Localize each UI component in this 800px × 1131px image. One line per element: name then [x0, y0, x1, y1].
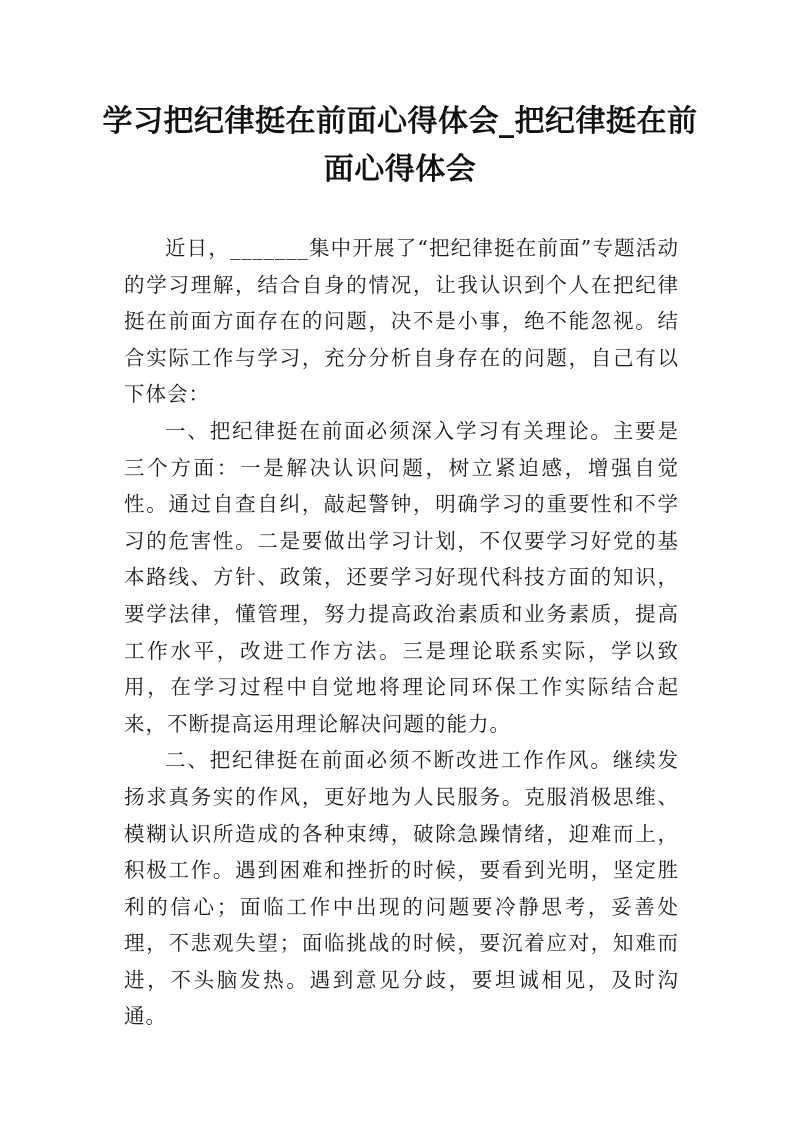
paragraph-section-two: 二、把纪律挺在前面必须不断改进工作作风。继续发扬求真务实的作风，更好地为人民服务。克服消极思维、模糊认识所造成的各种束缚，破除急躁情绪，迎难而上，积极工作。遇到困难和挫折的时候，要看到光明，坚定胜利的信心；面临工作中出现的问题要冷静思考，妥善处理，不悲观失望；面临挑战的时候，要沉着应对，知难而进，不头脑发热。遇到意见分歧，要坦诚相见，及时沟通。: [124, 748, 679, 1029]
document-title: 学习把纪律挺在前面心得体会_把纪律挺在前面心得体会: [102, 104, 698, 187]
paragraph-intro: 近日，_______集中开展了“把纪律挺在前面”专题活动的学习理解，结合自身的情况，让我认识到个人在把纪律挺在前面方面存在的问题，决不是小事，绝不能忽视。结合实际工作与学习，充分分析自身存在的问题，自己有以下体会：: [124, 236, 679, 407]
document-body: [124, 230, 679, 1035]
paragraph-section-one: 一、把纪律挺在前面必须深入学习有关理论。主要是三个方面：一是解决认识问题，树立紧迫感，增强自觉性。通过自查自纠，敲起警钟，明确学习的重要性和不学习的危害性。二是要做出学习计划，不仅要学习好党的基本路线、方针、政策，还要学习好现代科技方面的知识，要学法律，懂管理，努力提高政治素质和业务素质，提高工作水平，改进工作方法。三是理论联系实际，学以致用，在学习过程中自觉地将理论同环保工作实际结合起来，不断提高运用理论解决问题的能力。: [124, 418, 679, 736]
